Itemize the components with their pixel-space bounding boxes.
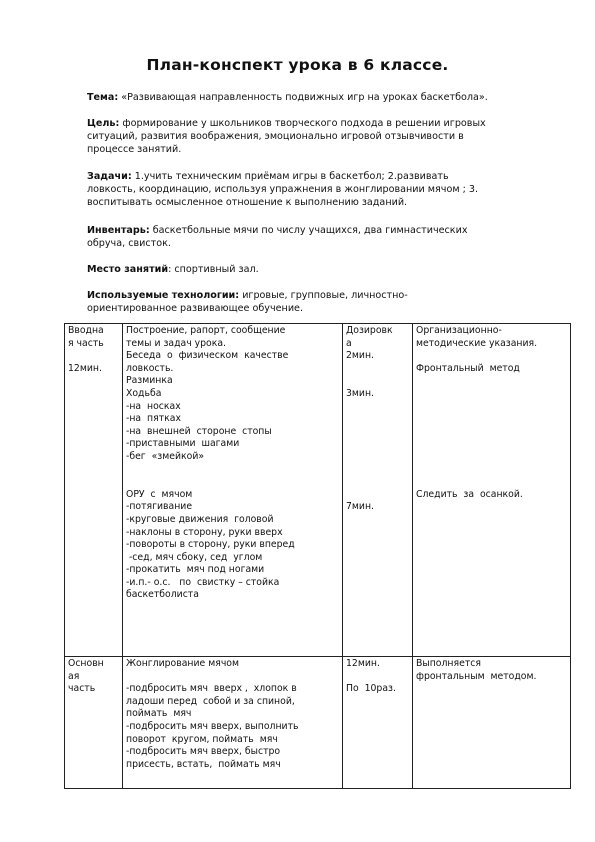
page-title: План-конспект урока в 6 классе. [146,56,449,74]
cell-text-line: ловкость. [126,362,174,374]
lesson-part-cell [65,324,123,657]
goal-line: ситуаций, развития воображения, эмоционально игровой отзывчивости в [87,131,464,143]
cell-text-line: -на внешней стороне стопы [126,425,272,437]
cell-text-line: я часть [68,337,104,349]
cell-text-line [416,413,567,426]
cell-text-line [416,476,567,489]
cell-text-line: часть [68,683,96,695]
cell-text-line: Беседа о физическом качестве [126,350,289,362]
cell-text-line: баскетболиста [126,589,199,601]
cell-text-line: -бег «змейкой» [126,450,205,462]
cell-text-line: Основн [68,658,104,669]
cell-text-line: Разминка [126,375,173,387]
equipment-label: Инвентарь: [87,225,150,236]
tasks-line: 1.учить техническим приёмам игры в баскетбол; 2.развивать [134,171,449,182]
cell-text-line: 7мин. [346,501,375,513]
table-row [65,657,571,789]
cell-text-line: -наклоны в сторону, руки вверх [126,526,283,538]
cell-text-line: 3мин. [346,387,375,399]
cell-text-line: -повороты в сторону, руки вперед [126,539,295,551]
equipment-line: баскетбольные мячи по числу учащихся, два гимнастических [152,225,468,236]
cell-text-line: поймать мяч [126,708,192,720]
cell-text-line: Вводна [68,325,104,336]
cell-text-line [346,375,409,388]
cell-text-line: -круговые движения головой [126,513,274,525]
topic-text: «Развивающая направленность подвижных игр на уроках баскетбола». [121,92,488,103]
cell-text-line: Жонглирование мячом [126,658,240,669]
cell-text-line [346,438,409,451]
cell-text-line [416,388,567,401]
cell-text-line [416,350,567,363]
venue-text: : спортивный зал. [168,264,259,275]
goal-line: процессе занятий. [87,144,182,156]
cell-text-line: -на пятках [126,413,181,425]
cell-text-line: -на носках [126,400,181,412]
cell-text-line: 12мин. [68,362,102,374]
cell-text-line [346,401,409,414]
lesson-plan-body [65,324,571,789]
cell-text-line: а [346,337,352,349]
cell-text-line [68,350,119,363]
cell-text-line [346,426,409,439]
cell-text-line [416,401,567,414]
cell-text-line: фронтальным методом. [416,670,537,682]
cell-text-line [346,451,409,464]
technologies-label: Используемые технологии: [87,290,240,301]
cell-text-line: поворот кругом, поймать мяч [126,733,278,745]
cell-text-line: -сед, мяч сбоку, сед углом [126,551,263,563]
cell-text-line [346,464,409,477]
cell-text-line: -подбросить мяч вверх , хлопок в [126,683,297,695]
cell-text-line: присесть, встать, поймать мяч [126,758,281,770]
goal-label: Цель: [87,118,120,129]
cell-text-line: -подбросить мяч вверх, быстро [126,746,281,758]
equipment-line: обруча, свисток. [87,238,171,250]
topic-paragraph [87,91,557,104]
cell-text-line [416,426,567,439]
tasks-label: Задачи: [87,171,132,182]
equipment-paragraph [87,224,557,250]
exercise-content-cell [123,324,343,657]
cell-text-line: -потягивание [126,501,193,513]
cell-text-line [416,451,567,464]
cell-text-line [346,413,409,426]
venue-paragraph [87,263,557,276]
cell-text-line [126,464,339,477]
tasks-line: ловкость, координацию, используя упражнения в жонглировании мячом ; 3. [87,184,479,196]
cell-text-line: 12мин. [346,658,380,669]
cell-text-line: темы и задач урока. [126,337,227,349]
cell-text-line [346,489,409,502]
cell-text-line [346,363,409,376]
goal-paragraph [87,117,557,157]
cell-text-line: Ходьба [126,387,162,399]
cell-text-line: ая [68,670,80,682]
tasks-line: воспитывать осмысленное отношение к выполнению заданий. [87,197,408,209]
tasks-paragraph [87,170,557,210]
cell-text-line: Дозировк [346,325,393,336]
cell-text-line [126,476,339,489]
technologies-line: игровые, групповые, личностно- [242,290,408,301]
cell-text-line [416,464,567,477]
cell-text-line: По 10раз. [346,683,396,695]
cell-text-line: -приставными шагами [126,438,240,450]
lesson-part-cell [65,657,123,789]
cell-text-line: Следить за осанкой. [416,488,523,500]
dosage-cell [343,657,413,789]
cell-text-line: ОРУ с мячом [126,488,193,500]
cell-text-line: -прокатить мяч под ногами [126,564,265,576]
cell-text-line: ладоши перед собой и за спиной, [126,695,295,707]
cell-text-line [346,476,409,489]
cell-text-line [416,438,567,451]
table-row [65,324,571,657]
exercise-content-cell [123,657,343,789]
method-notes-cell [413,657,571,789]
goal-line: формирование у школьников творческого подхода в решении игровых [122,118,486,129]
topic-label: Тема: [87,92,119,103]
technologies-line: ориентированное развивающее обучение. [87,303,304,315]
cell-text-line [346,671,409,684]
cell-text-line: Фронтальный метод [416,362,520,374]
venue-label: Место занятий [87,264,169,275]
cell-text-line [126,671,339,684]
cell-text-line: -и.п.- о.с. по свистку – стойка [126,576,280,588]
cell-text-line [416,375,567,388]
dosage-cell [343,324,413,657]
cell-text-line: Построение, рапорт, сообщение [126,325,286,336]
cell-text-line: Организационно- [416,325,502,336]
cell-text-line: Выполняется [416,658,481,669]
method-notes-cell [413,324,571,657]
lesson-plan-table [64,323,571,789]
cell-text-line: 2мин. [346,350,375,362]
cell-text-line: методические указания. [416,337,538,349]
cell-text-line: -подбросить мяч вверх, выполнить [126,720,299,732]
technologies-paragraph [87,289,557,315]
